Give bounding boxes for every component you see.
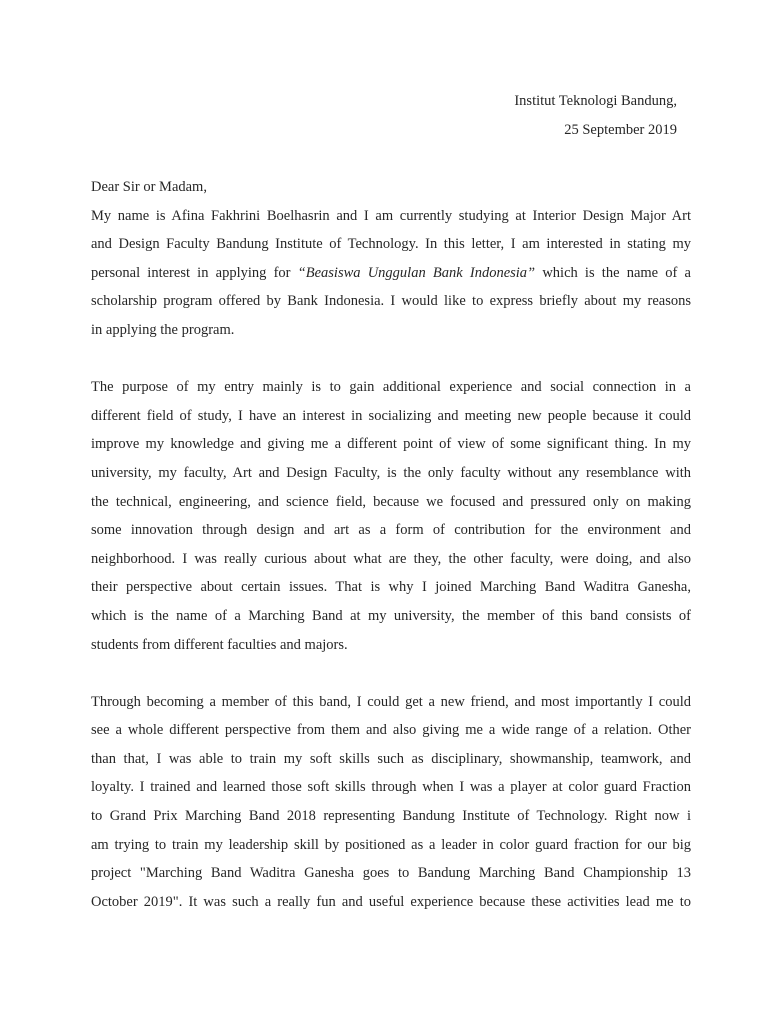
paragraph-line: the technical, engineering, and science field, because we focused and pressured only on making <box>91 493 691 510</box>
letter-header <box>514 87 677 144</box>
letter-date: 25 September 2019 <box>564 121 677 138</box>
text-run: personal interest in applying for <box>91 264 298 281</box>
paragraph-line: in applying the program. <box>91 321 235 338</box>
scholarship-name: “Beasiswa Unggulan Bank Indonesia” <box>297 264 536 281</box>
letter-body <box>91 173 691 916</box>
paragraph-gap <box>91 345 691 374</box>
paragraph-line: their perspective about certain issues. That is why I joined Marching Band Waditra Ganesha, <box>91 579 691 596</box>
paragraph-line: October 2019". It was such a really fun and useful experience because these activities lead me to <box>91 893 691 910</box>
text-run: which is the name of a <box>535 264 691 281</box>
paragraph-intro <box>91 202 691 345</box>
paragraph-purpose <box>91 373 691 659</box>
paragraph-line: some innovation through design and art as a form of contribution for the environment and <box>91 522 691 539</box>
paragraph-line: see a whole different perspective from them and also giving me a wide range of a relation. Other <box>91 722 691 739</box>
paragraph-line <box>91 259 691 288</box>
paragraph-line: which is the name of a Marching Band at my university, the member of this band consists of <box>91 607 691 624</box>
paragraph-line: students from different faculties and majors. <box>91 636 348 653</box>
paragraph-gap <box>91 659 691 688</box>
paragraph-line: than that, I was able to train my soft skills such as disciplinary, showmanship, teamwork, and <box>91 750 691 767</box>
paragraph-line: neighborhood. I was really curious about what are they, the other faculty, were doing, and also <box>91 550 691 567</box>
paragraph-line: scholarship program offered by Bank Indonesia. I would like to express briefly about my reasons <box>91 293 691 310</box>
paragraph-line: and Design Faculty Bandung Institute of Technology. In this letter, I am interested in stating my <box>91 236 691 253</box>
salutation: Dear Sir or Madam, <box>91 179 207 195</box>
sender-institution: Institut Teknologi Bandung, <box>514 93 677 109</box>
paragraph-line: different field of study, I have an interest in socializing and meeting new people because it could <box>91 407 691 424</box>
paragraph-band-experience <box>91 688 691 917</box>
paragraph-line: My name is Afina Fakhrini Boelhasrin and I am currently studying at Interior Design Major Art <box>91 207 691 224</box>
paragraph-line: university, my faculty, Art and Design Faculty, is the only faculty without any resemblance with <box>91 464 691 481</box>
paragraph-line: Through becoming a member of this band, I could get a new friend, and most importantly I could <box>91 693 691 710</box>
paragraph-line: loyalty. I trained and learned those soft skills through when I was a player at color guard Fraction <box>91 779 691 796</box>
paragraph-line: to Grand Prix Marching Band 2018 representing Bandung Institute of Technology. Right now i <box>91 808 691 825</box>
paragraph-line: The purpose of my entry mainly is to gain additional experience and social connection in a <box>91 379 691 396</box>
paragraph-line: improve my knowledge and giving me a different point of view of some significant thing. In my <box>91 436 691 453</box>
paragraph-line: am trying to train my leadership skill by positioned as a leader in color guard fraction for our big <box>91 836 691 853</box>
paragraph-line: project "Marching Band Waditra Ganesha goes to Bandung Marching Band Championship 13 <box>91 865 691 882</box>
